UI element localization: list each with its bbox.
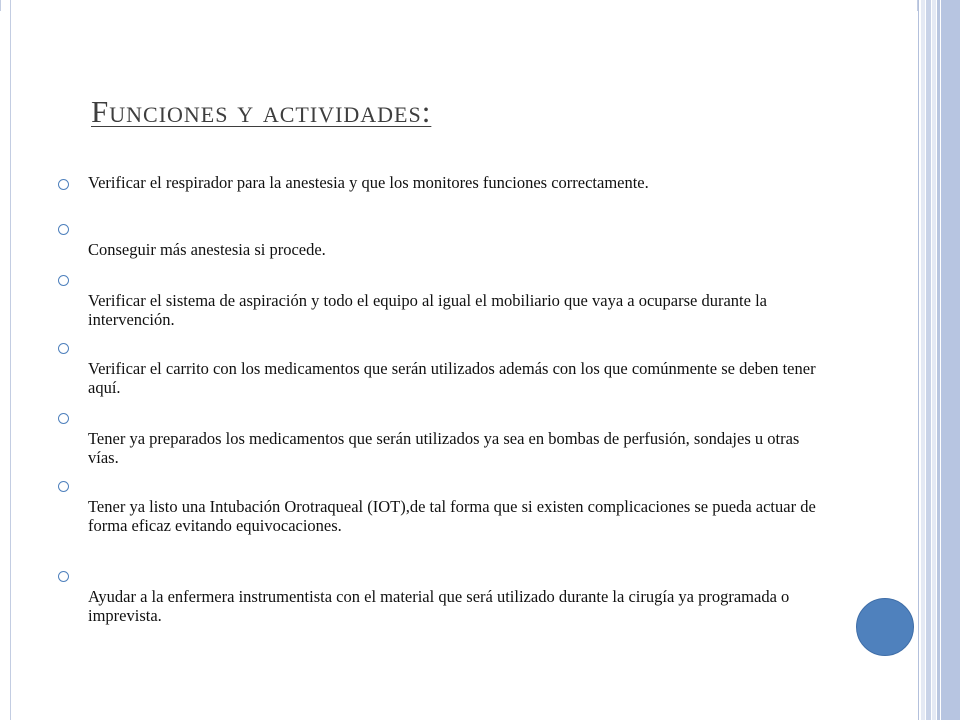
- bullet-text: Conseguir más anestesia si procede.: [88, 240, 326, 259]
- slide-left-border: [10, 0, 11, 720]
- bullet-circle-icon: [58, 413, 69, 424]
- bullet-text: Tener ya listo una Intubación Orotraqueal (IOT),de tal forma que si existen complicaciones se pueda actuar de forma eficaz evitando equivocaciones.: [88, 497, 816, 535]
- bullet-text: Verificar el sistema de aspiración y todo el equipo al igual el mobiliario que vaya a ocuparse durante la intervención.: [88, 291, 767, 329]
- decorative-stripe: [932, 0, 936, 720]
- bullet-text: Ayudar a la enfermera instrumentista con el material que será utilizado durante la cirugía ya programada o imprevista.: [88, 587, 790, 625]
- bullet-circle-icon: [58, 224, 69, 235]
- slide-right-border: [918, 0, 919, 720]
- bullet-circle-icon: [58, 343, 69, 354]
- bullet-circle-icon: [58, 179, 69, 190]
- bullet-circle-icon: [58, 275, 69, 286]
- slide-title: Funciones y actividades:: [91, 94, 432, 129]
- decorative-circle: [856, 598, 914, 656]
- bullet-circle-icon: [58, 571, 69, 582]
- decorative-stripe: [937, 0, 940, 720]
- decorative-stripe: [926, 0, 931, 720]
- decorative-stripe: [941, 0, 960, 720]
- bullet-text: Verificar el carrito con los medicamentos que serán utilizados además con los que comúnmente se deben tener aquí.: [88, 359, 816, 397]
- bullet-text: Verificar el respirador para la anestesia y que los monitores funciones correctamente.: [88, 173, 649, 192]
- decorative-stripe: [921, 0, 925, 720]
- bullet-circle-icon: [58, 481, 69, 492]
- slide-top-frame: [0, 0, 918, 11]
- bullet-text: Tener ya preparados los medicamentos que serán utilizados ya sea en bombas de perfusión, sondajes u otras vías.: [88, 429, 800, 467]
